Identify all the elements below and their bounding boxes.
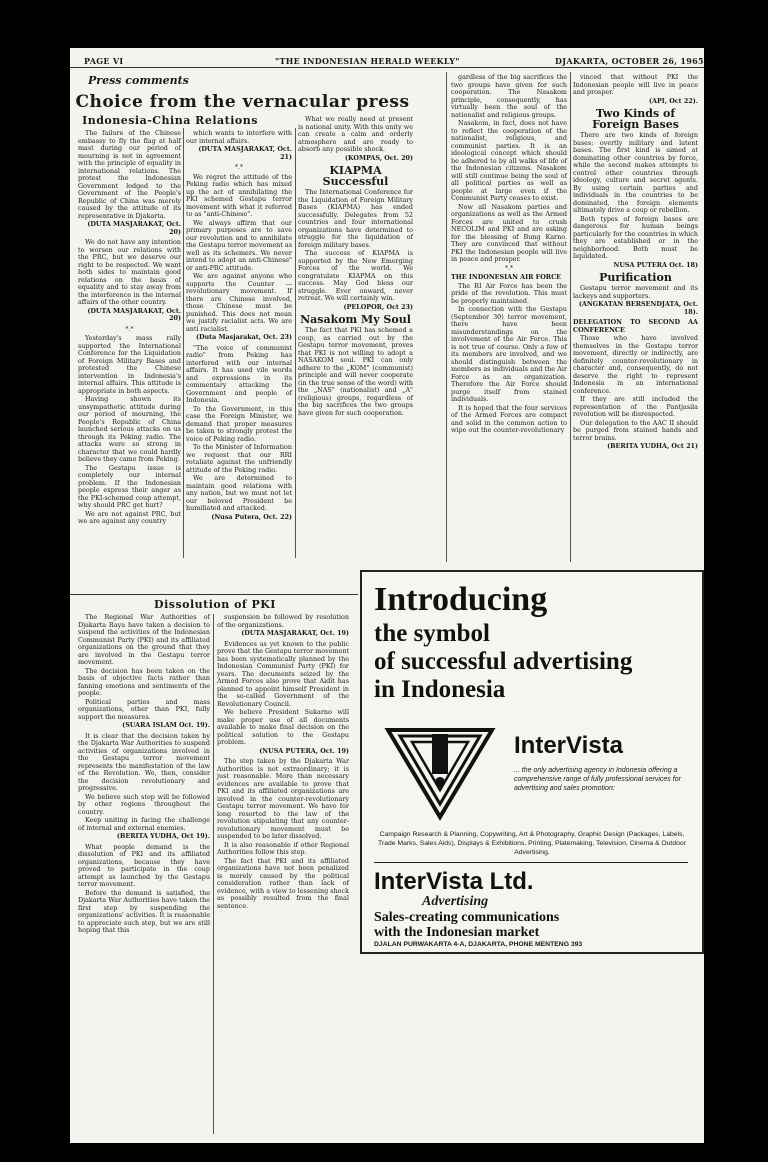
column-2: which wants to interfere with our internal affairs. (DUTA MASJARAKAT, Oct. 21) *.* We regret the attitude of the Peking radio which has mixed up the act of annihilating the PKI schemed Gestapu terror movement with what it referred to as "anti-Chinese". We always affirm that our primary purposes are to save our revolution and to annihilate the Gestapu terror movement as well as its schemers. We never intend to adopt an anti-Chinese" or anti-PRC attitude. We are against anyone who supports the Counter — revolutionary movement. If there are Chinese involved, those Chinese must be punished. This does not mean we justify racialist acts. We are anti racialist. (Duta Masjarakat, Oct. 23) "The voice of communist radio" from Peking has interfered with our internal affairs. It has used vile words and expressions in its commentary attacking the Government and people of Indonesia. To the Government, in this case the Foreign Minister, we demand that proper measures be taken to strongly protest the voice of Peking radio. To the Minister of Information we request that our RRI retaliate against the unfriendly attitude of the Peking radio. We are determined to maintain good relations with any nation, but we must not let our beloved President be humiliated and attacked. (Nusa Putera, Oct. 22) (186, 129, 292, 521)
ad-tagline: ... the only advertising agency in Indonesia offering a comprehensive range of fully professional services for advertising and sales promotion: (514, 767, 681, 792)
ad-services: Campaign Research & Planning, Copywriting, Art & Photography, Graphic Design (Packages, Labels, Trade Marks, Sales Aids), Displays & Exhibitions, Printing, Platemaking, Television, Cinema & Outdoor Advertising. (378, 831, 686, 856)
section-heading: Press comments (88, 74, 189, 87)
ad-brand-name: InterVista (514, 732, 623, 759)
header-rule (70, 67, 704, 68)
ad-address: DJALAN PURWAKARTA 4-A, DJAKARTA, PHONE MENTENG 393 (374, 941, 583, 948)
intervista-logo-icon (380, 722, 500, 822)
ad-company-name: InterVista Ltd. (374, 868, 534, 895)
headline-two-kinds: Two Kinds of Foreign Bases (592, 107, 679, 131)
column-3: What we really need at present is national unity. With this unity we can create a calm and orderly atmosphere and are ready to absorb any possible shock. (KOMPAS, Oct. 20) KIAPMA Successful The International Conference for the Liquidation of Foreign Military Bases (KIAPMA) has ended successfully. Delegates from 52 countries and four international organizations have determined to struggle for the liquidation of foreign military bases. The success of KIAPMA is supported by the New Emerging Forces of the world. We congratulate KIAPMA on this success. May God bless our struggle. Ever onward, never retreat. We will certainly win. (PELOPOR, Oct 23) Nasakom My Soul The fact that PKI has schemed a coup, as carried out by the Gestapu terror movement, proves that PKI is not willing to adopt a NASAKOM soul. PKI can only adhere to the „KOM" (communist) principle and will never cooperate (in the true sense of the word) with the „NAS" (nationalist) and „A" (religious) groups, regardless of the big sacrifices the two groups have given for such cooperation. (298, 115, 413, 417)
ad-headline-4: in Indonesia (374, 676, 506, 703)
column-1: The failure of the Chinese embassy to fly the flag at half mast during our period of mourning is not in agreement with the principle of equality in international relations. The protest the Indonesian Government lodged to the Government of the People's Republic of China was merely caused by the attitude of its representative in Djakarta. (DUTA MASJARAKAT, Oct. 20) We do not have any intention to worsen our relations with the PRC, but we deserve our right to be respected. We want both sides to maintain good relations on the basis of equality and to stay away from the interference in the internal affairs of the other country. (DUTA MASJARAKAT, Oct. 20) *.* Yesterday's mass rally supported the International Conference for the Liquidation of Foreign Military Bases and protested the Chinese intervention in Indonesia's internal affairs. This attitude is appropriate in both aspects. Having shown its unsympathetic attitude during our period of mourning, the People's Republic of China launched serious attacks on us through its Peking radio. The attacks were so strong in character that we could hardly believe they came from Peking. The Gestapu issue is completely our internal problem. If the Indonesian people express their anger as the PKI-schemed coup attempt, why should PRC get hurt? We are not against PRC, but we are against any country (78, 129, 181, 525)
ad-headline-2: the symbol (374, 620, 490, 647)
dateline: DJAKARTA, OCTOBER 26, 1965 (555, 56, 704, 66)
ad-advertising-word: Advertising (422, 894, 489, 909)
ad-headline-1: Introducing (374, 581, 548, 618)
column-5: vinced that without PKI the Indonesian people will live in peace and prosper. (API, Oct 22). Two Kinds of Foreign Bases There are two kinds of foreign bases: overtly military and latent bases. The first kind is aimed at dominating other countries by force, while the second makes attempts to control other countries through ideology, culture and secret agents. By using certain parties and individuals in the countries to be dominated, the foreign elements ultimately drive a coup or rebellion. Both types of foreign bases are dangerous for human beings particularly for the countries in which they are established or in the neighborhood. Both must be liquidated. NUSA PUTERA Oct. 18) Purification Gestapu terror movement and its lackeys and supporters. (ANGKATAN BERSENDJATA, Oct. 18). DELEGATION TO SECOND AA CONFERENCE Those who have involved themselves in the Gestapu terror movement, directly or indirectly, are definitely counter-revolutionary in character and, consequently, do not deserve the right to represent Indonesia in an international conference. If they are still included the representation of the Pantjasila revolution will be disrespected. Our delegation to the AAC II should be purged from stained hands and terror brains. (BERITA YUDHA, Oct 21) (573, 73, 698, 450)
dissolution-column-1: The Regional War Authorities of Djakarta Raya have taken a decision to suspend the activities of the Indonesian Communist Party (PKI) and its affiliated organizations on the ground that they are involved in the Gestapu terror movement. The decision has been taken on the basis of objective facts rather than fanning emotions and sentiments of the people. Political parties and mass organizations, other than PKI, fully support the measures. (SUARA ISLAM Oct. 19). It is clear that the decision taken by the Djakarta War Authorities to suspend activities of organizations involved in the Gestapu terror movement represents the manifestation of the law of the Revolution. We, then, consider the decision revolutionary and progressive. We believe such step will be followed by other regions throughout the country. Keep uniting in facing the challenge of internal and external enemies. (BERITA YUDHA, Oct 19). What people demand is the dissolution of PKI and its affiliated organizations, because they have proved to participate in the coup attempt as launched by the Gestapu terror movement. Before the demand is satisfied, the Djakarta War Authorities have taken the first step by suspending the organizations' activities. It is reasonable to appreciate such step, but we are still hoping that this (78, 613, 210, 934)
headline-purification: Purification (599, 271, 672, 284)
column-4: gardless of the big sacrifices the two groups have given for such cooperation. The Nasakom principle, consequently, has virtually been the soul of the nationalist and religious groups. Nasakom, in fact, does not have to reflect the cooperation of the nationalist, religious, and communist parties. It is an ideological concept which should be adhered to by all walks of life of the Indonesian citizens. Nasakom will still continue being the soul of all political parties as well as people at large even if the Communist Party ceases to exist. Now all Nasakom parties and organizations as well as the Armed Forces are united to crush NECOLIM and PKI and are asking for the blessing of Bung Karno. They are convinced that without PKI the Indonesian people will live in peace and prosper. *.* THE INDONESIAN AIR FORCE The RI Air Force has been the pride of the revolution. This must be properly maintained. In connection with the Gestapu (September 30) terror movement, there have been misunderstandings on the involvement of the Air Force. This is not true of course. Only a few of its members are involved, and we should distinguish between the members as individuals and the Air Force as an organization. Therefore the Air Force should purge itself from stained individuals. It is hoped that the four services of the Armed Forces are compact and solid in the common action to wipe out the counter-revolutionary (451, 73, 567, 434)
newspaper-page (70, 48, 704, 1143)
headline-nasakom: Nasakom My Soul (300, 313, 411, 326)
page-number: PAGE VI (84, 56, 124, 66)
headline-kiapma: KIAPMA Successful (322, 164, 389, 188)
article-headline-china: Indonesia-China Relations (82, 114, 258, 127)
intervista-advertisement (360, 570, 704, 954)
paper-title: "THE INDONESIAN HERALD WEEKLY" (275, 56, 460, 66)
feature-headline: Choice from the vernacular press (75, 92, 410, 112)
headline-dissolution: Dissolution of PKI (154, 598, 276, 611)
ad-slogan-2: with the Indonesian market (374, 925, 540, 940)
dissolution-column-2: suspension be followed by resolution of the organizations. (DUTA MASJARAKAT, Oct. 19) Evidences as yet known to the public prove that the Gestapu terror movement has been systematically planned by the Indonesian Communist Party (PKI) for years. The documents seized by the Armed Forces also prove that Aidit has planned to appoint himself President in the so-called Government of the Revolutionary Council. We believe President Sukarno will make proper use of all documents available to make final decision on the political solution to the Gestapu problem. (NUSA PUTERA, Oct. 19) The step taken by the Djakarta War Authorities is not extraordinary; it is just reasonable. More than necessary evidences are available to prove that PKI and its affiliated organizations are involved in the counter-revolutionary Gestapu terror movement. We have for long resorted to the law of the revolution stipulating that any counter-revolutionary movement must be suspended to be later dissolved. It is also reasonable if other Regional Authorities follow this step. The fact that PKI and its affiliated organizations have not been penalized is merely caused by the political consideration rather than lack of evidence, with a view to lessening shock as possibly resulted from the final sentence. (217, 613, 350, 910)
ad-headline-3: of successful advertising (374, 648, 633, 675)
ad-slogan-1: Sales-creating communications (374, 910, 560, 925)
